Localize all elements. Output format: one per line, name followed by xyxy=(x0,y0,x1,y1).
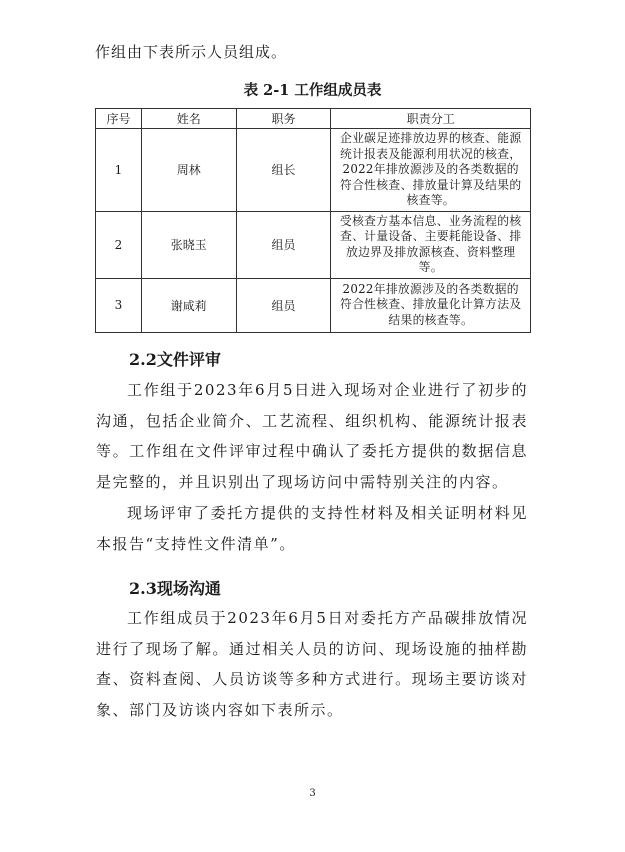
paragraph-document-review: 工作组于2023年6月5日进入现场对企业进行了初步的沟通，包括企业简介、工艺流程、组织机构、能源统计报表等。工作组在文件评审过程中确认了委托方提供的数据信息是完整的，并且识别出了现场访问中需特别关注的内容。 xyxy=(96,381,528,491)
paragraph-supporting-materials: 现场评审了委托方提供的支持性材料及相关证明材料见本报告“支持性文件清单”。 xyxy=(96,504,528,553)
cell-duty: 受核查方基本信息、业务流程的核查、计量设备、主要耗能设备、排放边界及排放源核查、资料整理等。 xyxy=(331,211,531,278)
cell-role: 组员 xyxy=(236,278,331,332)
cell-duty: 2022年排放源涉及的各类数据的符合性核查、排放量化计算方法及结果的核查等。 xyxy=(331,278,531,332)
table-row xyxy=(96,129,531,212)
cell-no: 3 xyxy=(96,278,142,332)
cell-duty: 企业碳足迹排放边界的核查、能源统计报表及能源利用状况的核查，2022年排放源涉及的各类数据的符合性核查、排放量计算及结果的核查等。 xyxy=(331,129,531,212)
section-heading-document-review: 2.2文件评审 xyxy=(129,350,221,369)
section-heading-site-communication: 2.3现场沟通 xyxy=(129,579,221,598)
cell-no: 2 xyxy=(96,211,142,278)
staff-table xyxy=(95,108,531,333)
header-role: 职务 xyxy=(236,109,331,129)
table-row xyxy=(96,211,531,278)
cell-name: 张晓玉 xyxy=(141,211,236,278)
table-caption: 表 2-1 工作组成员表 xyxy=(243,82,382,99)
table-row xyxy=(96,278,531,332)
cell-no: 1 xyxy=(96,129,142,212)
cell-name: 周林 xyxy=(141,129,236,212)
page-number: 3 xyxy=(309,788,316,799)
paragraph-site-communication: 工作组成员于2023年6月5日对委托方产品碳排放情况进行了现场了解。通过相关人员的访问、现场设施的抽样勘查、资料查阅、人员访谈等多种方式进行。现场主要访谈对象、部门及访谈内容如下表所示。 xyxy=(96,609,528,719)
header-name: 姓名 xyxy=(141,109,236,129)
header-no: 序号 xyxy=(96,109,142,129)
header-duty: 职责分工 xyxy=(331,109,531,129)
intro-text: 作组由下表所示人员组成。 xyxy=(95,43,288,61)
cell-name: 谢咸莉 xyxy=(141,278,236,332)
table-header-row xyxy=(96,109,531,129)
cell-role: 组员 xyxy=(236,211,331,278)
cell-role: 组长 xyxy=(236,129,331,212)
